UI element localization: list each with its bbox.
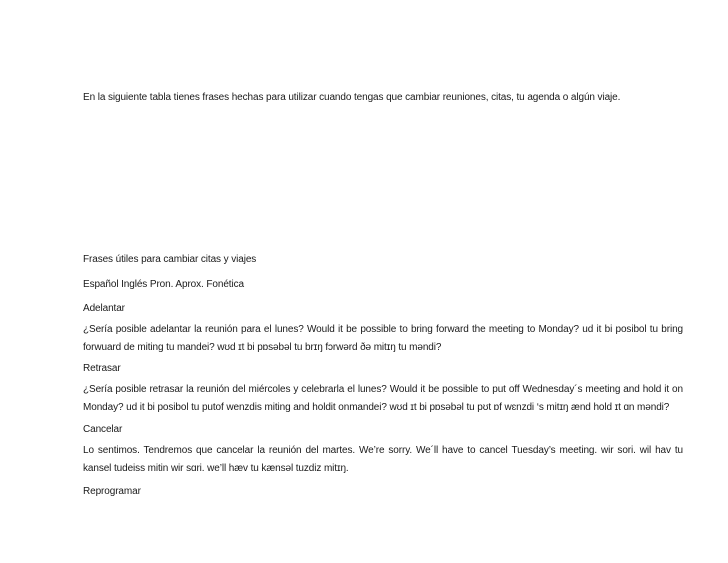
entry-heading-retrasar: Retrasar bbox=[83, 363, 121, 374]
entry-heading-cancelar: Cancelar bbox=[83, 424, 123, 435]
entry-text-retrasar: ¿Sería posible retrasar la reunión del miércoles y celebrarla el lunes? Would it be possible to put off Wednesday´s meeting and hold it on Monday? ud it bi posibol tu putof wenzdis miting and holdit onmandei? wʊd ɪt bi pɒsəbəl tu pʊt ɒf wɛnzdi ‘s mitɪŋ ænd hold ɪt ɑn məndi? bbox=[83, 384, 683, 413]
entry-heading-adelantar: Adelantar bbox=[83, 303, 125, 314]
section-title: Frases útiles para cambiar citas y viajes bbox=[83, 254, 257, 265]
entry-heading-reprogramar: Reprogramar bbox=[83, 486, 141, 497]
entry-text-cancelar: Lo sentimos. Tendremos que cancelar la reunión del martes. We’re sorry. We´ll have to cancel Tuesday’s meeting. wir sori. wil hav tu kansel tudeiss mitin wir sɑri. we’ll hæv tu kænsəl tuzdiz mitɪŋ. bbox=[83, 445, 683, 474]
table-header: Español Inglés Pron. Aprox. Fonética bbox=[83, 279, 244, 290]
intro-text: En la siguiente tabla tienes frases hechas para utilizar cuando tengas que cambiar reuniones, citas, tu agenda o algún viaje. bbox=[83, 92, 621, 103]
entry-text-adelantar: ¿Sería posible adelantar la reunión para el lunes? Would it be possible to bring forward the meeting to Monday? ud it bi posibol tu bring forwuard de miting tu mandei? wʊd ɪt bi pɒsəbəl tu brɪŋ fɔrwərd ðə mitɪŋ tu məndi? bbox=[83, 324, 683, 353]
